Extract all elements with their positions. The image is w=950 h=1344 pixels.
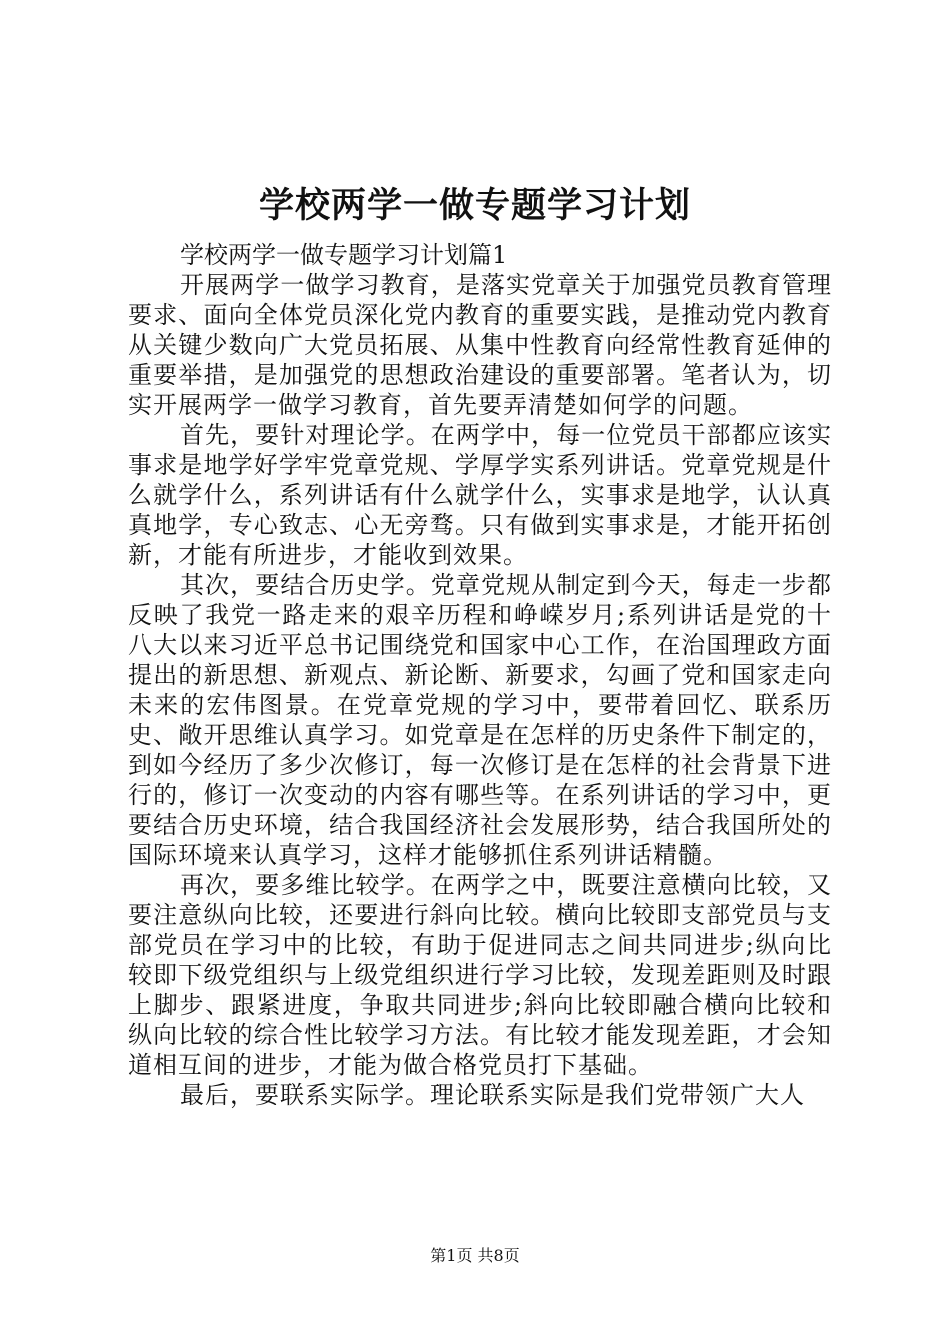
- document-title: 学校两学一做专题学习计划: [258, 185, 691, 226]
- section-heading: 学校两学一做专题学习计划篇1: [180, 241, 508, 269]
- paragraph-third: 再次，要多维比较学。在两学之中，既要注意横向比较，又要注意纵向比较，还要进行斜向比较。横向比较即支部党员与支部党员在学习中的比较，有助于促进同志之间共同进步;纵向比较即下级党组织与上级党组织进行学习比较，发现差距则及时跟上脚步、跟紧进度，争取共同进步;斜向比较即融合横向比较和纵向比较的综合性比较学习方法。有比较才能发现差距，才会知道相互间的进步，才能为做合格党员打下基础。: [128, 871, 832, 1079]
- paragraph-intro: 开展两学一做学习教育，是落实党章关于加强党员教育管理要求、面向全体党员深化党内教育的重要实践，是推动党内教育从关键少数向广大党员拓展、从集中性教育向经常性教育延伸的重要举措，是加强党的思想政治建设的重要部署。笔者认为，切实开展两学一做学习教育，首先要弄清楚如何学的问题。: [128, 271, 832, 419]
- paragraph-second: 其次，要结合历史学。党章党规从制定到今天，每走一步都反映了我党一路走来的艰辛历程和峥嵘岁月;系列讲话是党的十八大以来习近平总书记围绕党和国家中心工作，在治国理政方面提出的新思想、新观点、新论断、新要求，勾画了党和国家走向未来的宏伟图景。在党章党规的学习中，要带着回忆、联系历史、敞开思维认真学习。如党章是在怎样的历史条件下制定的，到如今经历了多少次修订，每一次修订是在怎样的社会背景下进行的，修订一次变动的内容有哪些等。在系列讲话的学习中，更要结合历史环境，结合我国经济社会发展形势，结合我国所处的国际环境来认真学习，这样才能够抓住系列讲话精髓。: [128, 571, 832, 869]
- page-number-footer: 第1页 共8页: [430, 1246, 520, 1265]
- paragraph-last: 最后，要联系实际学。理论联系实际是我们党带领广大人: [180, 1081, 805, 1109]
- paragraph-first: 首先，要针对理论学。在两学中，每一位党员干部都应该实事求是地学好学牢党章党规、学厚学实系列讲话。党章党规是什么就学什么，系列讲话有什么就学什么，实事求是地学，认认真真地学，专心致志、心无旁骛。只有做到实事求是，才能开拓创新，才能有所进步，才能收到效果。: [128, 421, 832, 569]
- document-body: [128, 270, 832, 1110]
